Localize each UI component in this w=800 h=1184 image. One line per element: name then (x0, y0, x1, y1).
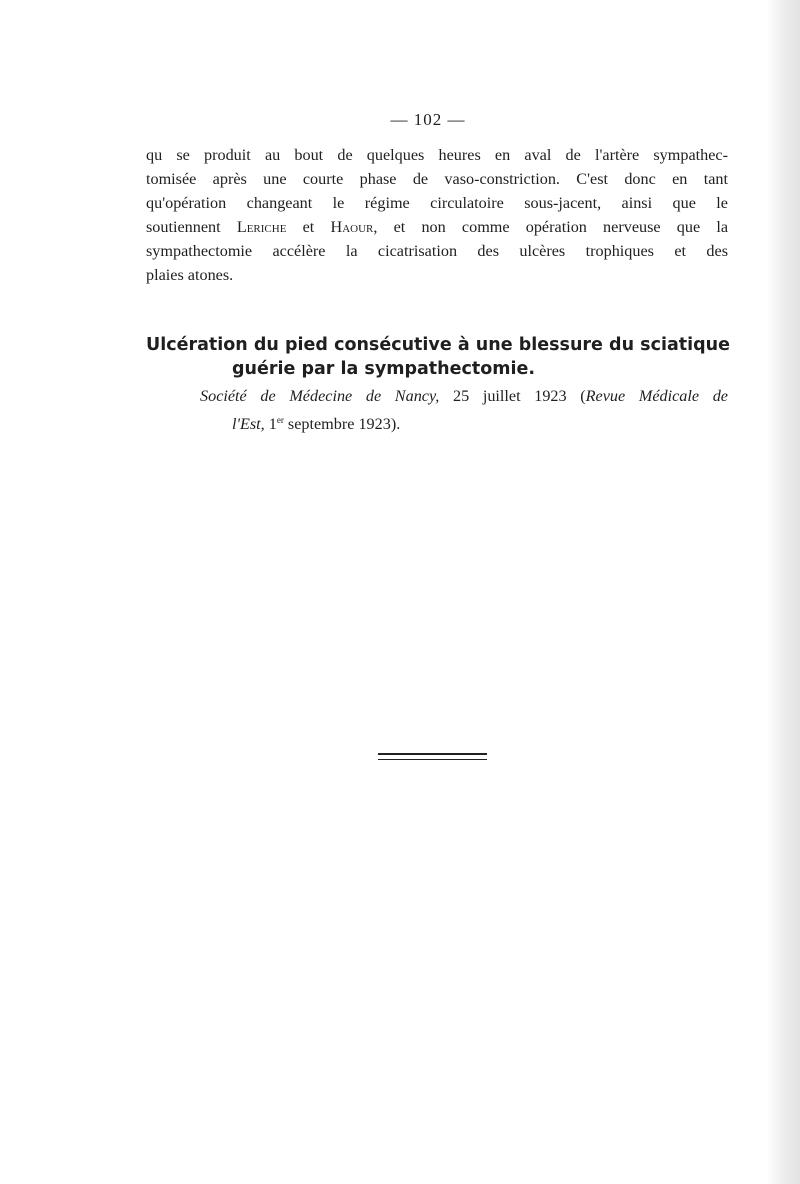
body-text-fragment: soutiennent (146, 218, 237, 236)
citation-rest: septembre 1923). (283, 415, 401, 433)
citation-journal: Revue Médicale de (585, 387, 728, 405)
citation-journal: l'Est, (232, 415, 265, 433)
body-line (146, 215, 728, 239)
author-leriche: Leriche (236, 218, 287, 236)
body-text-fragment: et (286, 218, 331, 236)
section-heading (146, 333, 730, 381)
citation-date: 25 juillet 1923 ( (439, 387, 586, 405)
citation-day: 1 (264, 415, 277, 433)
author-haour: Haour (330, 218, 374, 236)
body-line: qu se produit au bout de quelques heures en aval de l'artère sympathec- (146, 146, 728, 164)
body-line: qu'opération changeant le régime circulatoire sous-jacent, ainsi que le (146, 194, 728, 212)
heading-line: guérie par la sympathectomie. (232, 359, 536, 379)
body-text-fragment: , et non comme opération nerveuse que la (373, 218, 729, 236)
body-line: plaies atones. (146, 266, 234, 284)
citation-line (200, 384, 728, 408)
body-line: sympathectomie accélère la cicatrisation des ulcères trophiques et des (146, 242, 728, 260)
citation-day-suffix: er (276, 415, 284, 425)
body-paragraph (146, 143, 728, 287)
double-rule-divider (378, 753, 487, 760)
citation-society: Société de Médecine de Nancy, (200, 387, 440, 405)
page-edge-shadow (766, 0, 800, 1184)
body-line: tomisée après une courte phase de vaso-constriction. C'est donc en tant (146, 170, 728, 188)
citation (200, 384, 728, 436)
heading-line: Ulcération du pied consécutive à une blessure du sciatique (146, 335, 730, 355)
citation-line (200, 408, 728, 436)
page-number: — 102 — (390, 110, 466, 129)
